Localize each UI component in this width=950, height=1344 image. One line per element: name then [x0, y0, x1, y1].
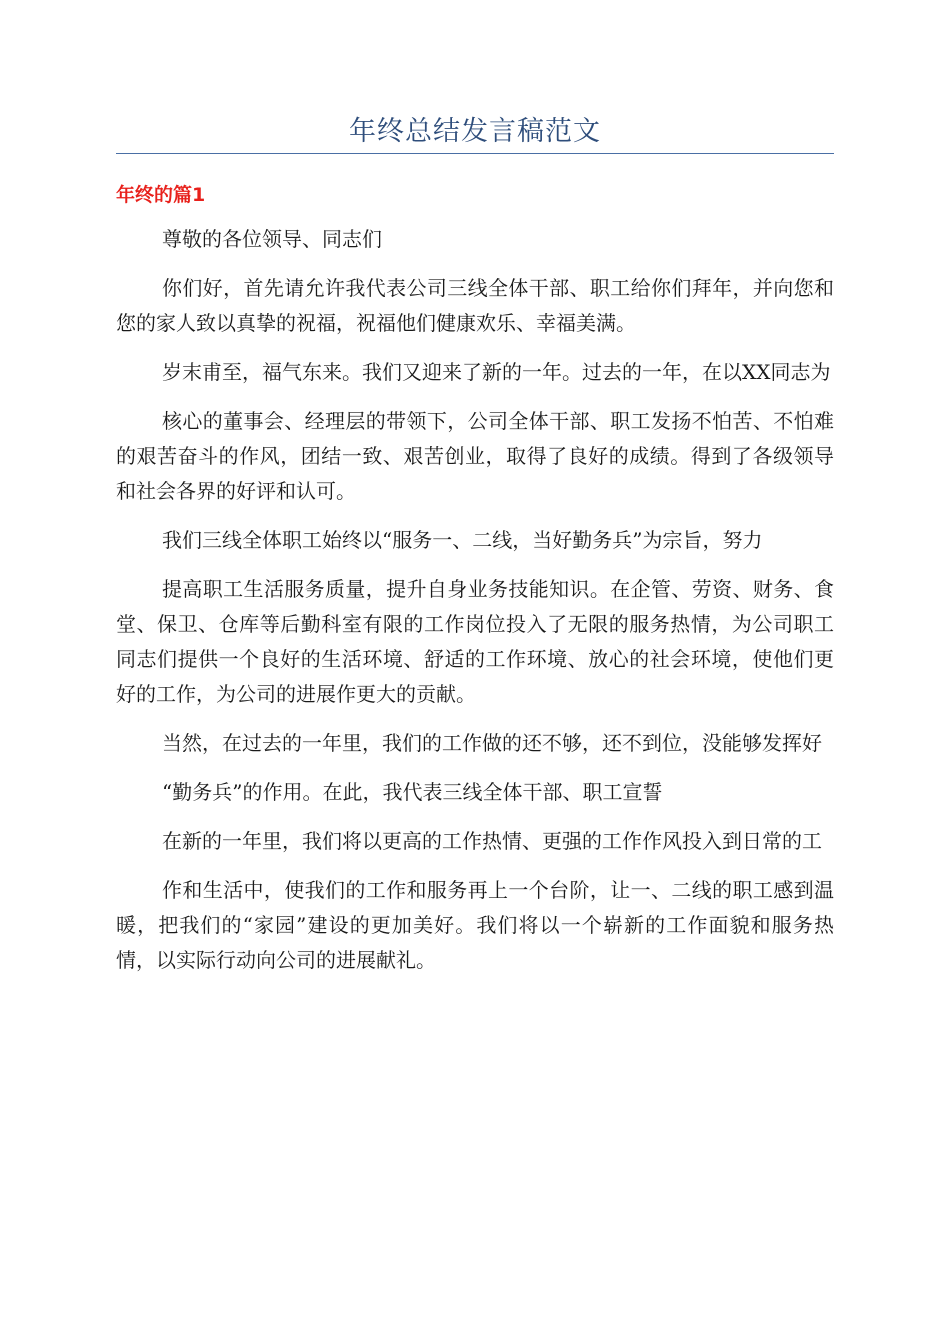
- paragraph: “勤务兵”的作用。在此，我代表三线全体干部、职工宣誓: [162, 780, 663, 804]
- paragraph: 当然，在过去的一年里，我们的工作做的还不够，还不到位，没能够发挥好: [162, 731, 822, 755]
- title-divider: [116, 153, 834, 154]
- paragraph: 岁末甫至，福气东来。我们又迎来了新的一年。过去的一年，在以XX同志为: [162, 360, 831, 384]
- paragraph: 核心的董事会、经理层的带领下，公司全体干部、职工发扬不怕苦、不怕难的艰苦奋斗的作风，团结一致、艰苦创业，取得了良好的成绩。得到了各级领导和社会各界的好评和认可。: [116, 409, 834, 503]
- paragraph: 提高职工生活服务质量，提升自身业务技能知识。在企管、劳资、财务、食堂、保卫、仓库等后勤科室有限的工作岗位投入了无限的服务热情，为公司职工同志们提供一个良好的生活环境、舒适的工作环境、放心的社会环境，使他们更好的工作，为公司的进展作更大的贡献。: [116, 577, 834, 706]
- section-heading: 年终的篇1: [116, 184, 206, 206]
- paragraph: 在新的一年里，我们将以更高的工作热情、更强的工作作风投入到日常的工: [162, 829, 822, 853]
- document-body: [116, 222, 834, 992]
- paragraph: 我们三线全体职工始终以“服务一、二线，当好勤务兵”为宗旨，努力: [162, 528, 763, 552]
- paragraph-salutation: 尊敬的各位领导、同志们: [162, 227, 382, 251]
- page-title: 年终总结发言稿范文: [349, 116, 601, 147]
- paragraph: 你们好，首先请允许我代表公司三线全体干部、职工给你们拜年，并向您和您的家人致以真挚的祝福，祝福他们健康欢乐、幸福美满。: [116, 276, 834, 335]
- paragraph: 作和生活中，使我们的工作和服务再上一个台阶，让一、二线的职工感到温暖，把我们的“家园”建设的更加美好。我们将以一个崭新的工作面貌和服务热情，以实际行动向公司的进展献礼。: [116, 878, 834, 972]
